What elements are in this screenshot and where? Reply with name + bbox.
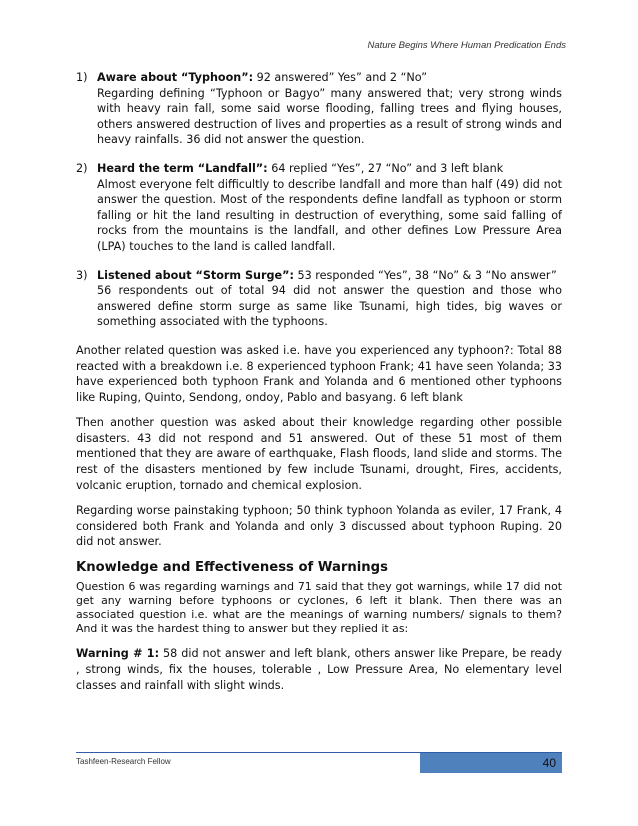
item-heading: Listened about “Storm Surge”: bbox=[97, 268, 294, 282]
section-heading: Knowledge and Effectiveness of Warnings bbox=[76, 560, 388, 576]
survey-item bbox=[76, 161, 562, 255]
item-heading-line bbox=[97, 70, 562, 86]
footer-author: Tashfeen-Research Fellow bbox=[76, 757, 171, 766]
item-heading: Aware about “Typhoon”: bbox=[97, 71, 254, 84]
item-detail: Almost everyone felt difficultly to describe landfall and more than half (49) did not answer the question. Most of the respondents define landfall as typhoon or storm falling or hit the land resulting in destruction of everything, some said falling of rocks from the mountains is the landfall, and other defines Low Pressure Area (LPA) touches to the land is called landfall. bbox=[97, 177, 562, 253]
section-intro: Question 6 was regarding warnings and 71 said that they got warnings, while 17 did not get any warning before typhoons or cyclones, 6 left it blank. Then there was an associated question i.e. what are the meanings of warning numbers/ signals to them? And it was the hardest thing to answer but they replied it as: bbox=[76, 579, 562, 636]
survey-item bbox=[76, 70, 562, 148]
item-heading-line bbox=[97, 161, 562, 177]
warning-label: Warning # 1: bbox=[76, 647, 160, 661]
page-number-box bbox=[420, 753, 562, 773]
running-header: Nature Begins Where Human Predication Ends bbox=[367, 40, 566, 51]
item-number: 3) bbox=[76, 268, 88, 282]
paragraph-worst-typhoon: Regarding worse painstaking typhoon; 50 think typhoon Yolanda as eviler, 17 Frank, 4 considered both Frank and Yolanda and only 3 discussed about typhoon Ruping. 20 did not answer. bbox=[76, 504, 562, 549]
item-summary: 92 answered” Yes” and 2 “No” bbox=[253, 71, 428, 84]
paragraph-typhoon-experience: Another related question was asked i.e. have you experienced any typhoon?: Total 88 reacted with a breakdown i.e. 8 experienced typhoon Frank; 41 have seen Yolanda; 33 have experienced both typhoon Frank and Yolanda and 6 mentioned other typhoons like Ruping, Quinto, Sendong, ondoy, Pablo and basyang. 6 left blank bbox=[76, 343, 562, 404]
paragraph-other-disasters: Then another question was asked about their knowledge regarding other possible disasters. 43 did not respond and 51 answered. Out of these 51 most of them mentioned that they are aware of earthquake, Flash floods, land slide and storms. The rest of the disasters mentioned by few include Tsunami, drought, Fires, accidents, volcanic eruption, tornado and chemical explosion. bbox=[76, 416, 562, 492]
item-number: 2) bbox=[76, 161, 88, 175]
item-heading: Heard the term “Landfall”: bbox=[97, 161, 268, 175]
item-number: 1) bbox=[76, 71, 88, 84]
survey-item bbox=[76, 268, 562, 330]
warning-paragraph bbox=[76, 646, 562, 693]
item-summary: 53 responded “Yes”, 38 “No” & 3 “No answer” bbox=[293, 268, 557, 282]
item-detail: 56 respondents out of total 94 did not answer the question and those who answered define storm surge as same like Tsunami, high tides, big waves or something associated with the typhoons. bbox=[97, 284, 562, 329]
body-content bbox=[76, 70, 562, 703]
warning-text: 58 did not answer and left blank, others answer like Prepare, be ready , strong winds, fix the houses, tolerable , Low Pressure Area, No elementary level classes and rainfall with slight winds. bbox=[76, 647, 563, 692]
item-summary: 64 replied “Yes”, 27 “No” and 3 left blank bbox=[267, 161, 504, 175]
item-detail: Regarding defining “Typhoon or Bagyo” many answered that; very strong winds with heavy rain fall, some said worse flooding, falling trees and flying houses, others answered destruction of lives and properties as a result of strong winds and heavy rainfalls. 36 did not answer the question. bbox=[97, 86, 562, 147]
item-heading-line bbox=[97, 268, 562, 284]
page-number: 40 bbox=[542, 756, 556, 770]
